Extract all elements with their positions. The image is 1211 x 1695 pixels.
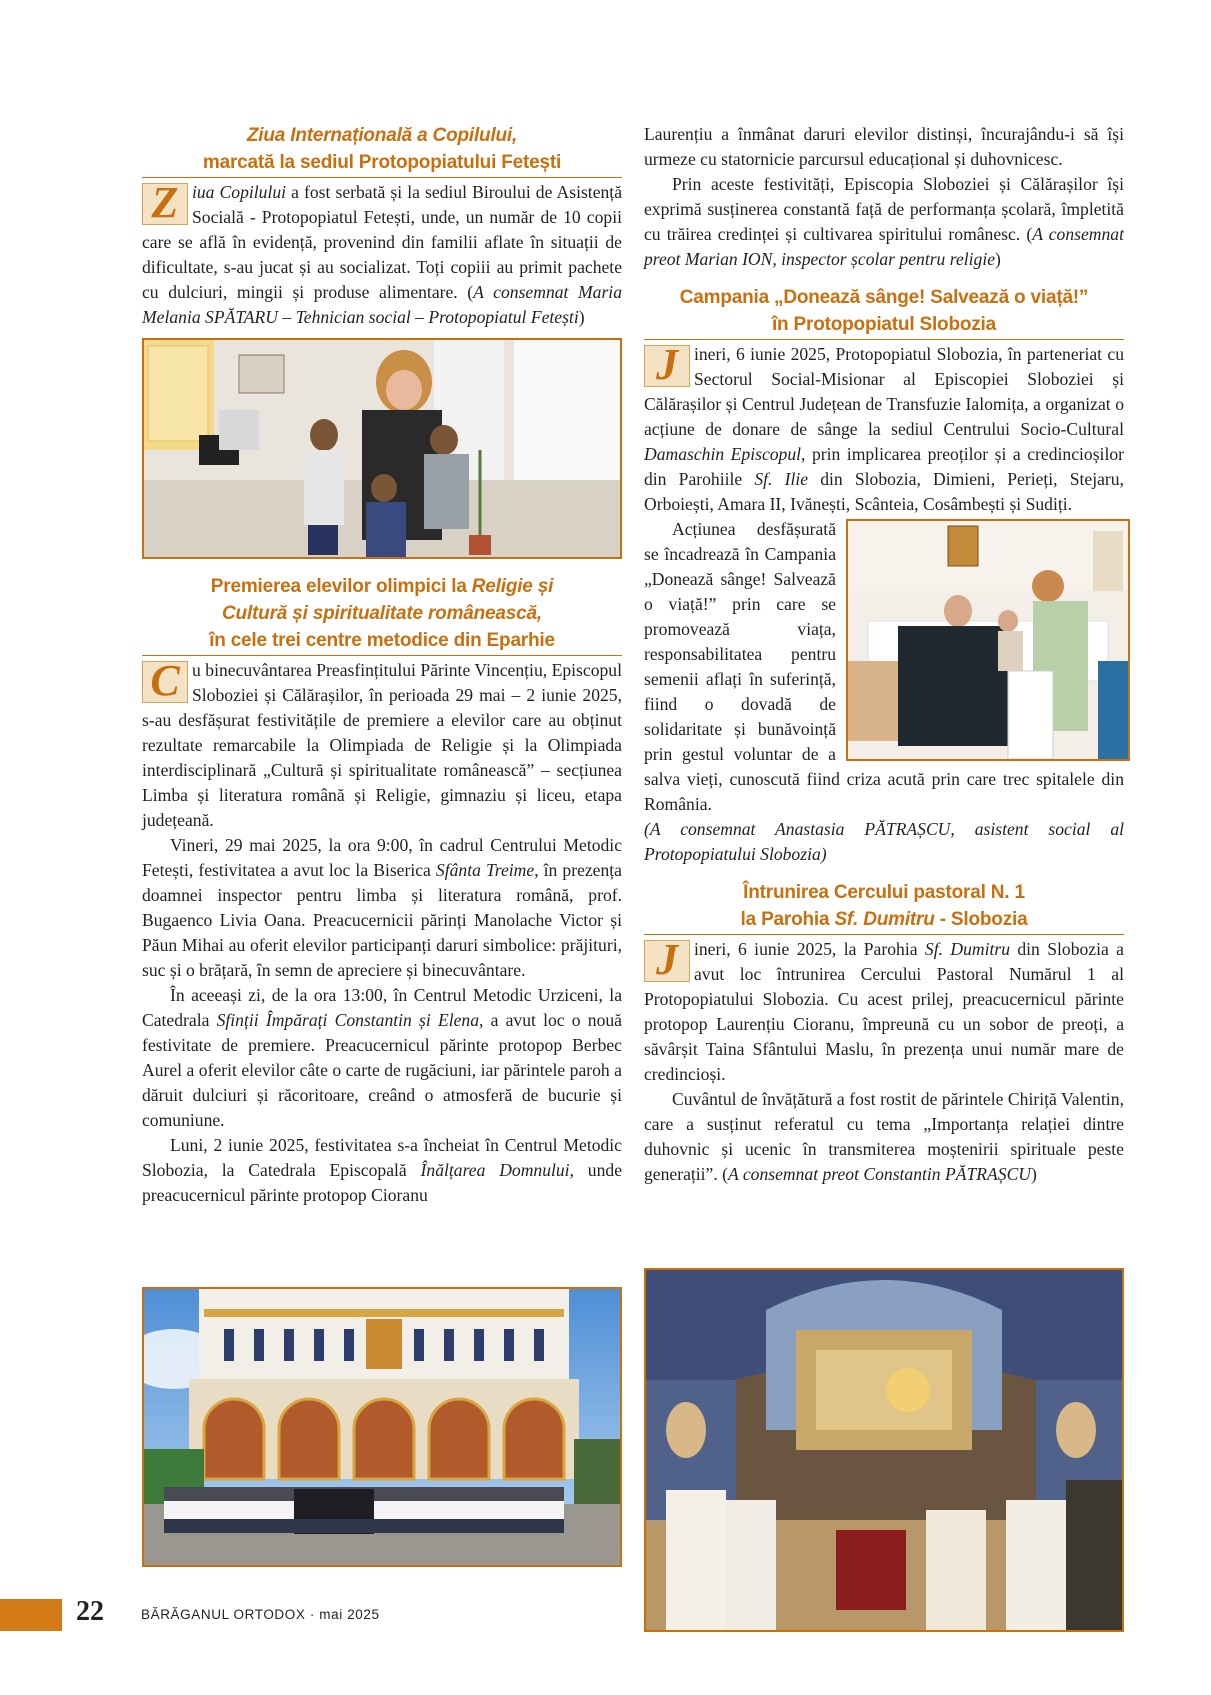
article2-p5-credit: A consemnat preot Marian ION, inspector școlar pentru religie (644, 224, 1124, 269)
article4-p2-a: Cuvântul de învățătură a fost rostit de părintele Chiriță Valentin, care a susținut referatul cu tema „Importanța relației dintre duhovnic și ucenic în transmiterea moștenirii spirituale peste generații”. ( (644, 1089, 1124, 1184)
article4-p2-credit: A consemnat preot Constantin PĂTRAȘCU (728, 1164, 1032, 1184)
article1-title-line1: Ziua Internațională a Copilului, (246, 125, 518, 146)
article4-p2-b: ) (1031, 1164, 1037, 1184)
church-interior-photo (644, 1268, 1124, 1632)
article4-title-line2-italic: Sf. Dumitru (834, 909, 935, 930)
article2-p5 (644, 172, 1124, 272)
right-column (644, 122, 1124, 1187)
cathedral-students-photo (142, 1287, 622, 1567)
article2-dropcap: C (142, 661, 188, 703)
article1-text-end: ) (578, 307, 585, 327)
article4-p1-a: ineri, 6 iunie 2025, la Parohia (694, 939, 925, 959)
article4-p2 (644, 1087, 1124, 1187)
article2-p4 (142, 1133, 622, 1208)
blood-donation-photo (846, 519, 1130, 761)
article1-title (142, 122, 622, 178)
article3-p1-italic2: Sf. Ilie (754, 469, 809, 489)
article4-p1-b: din Slobozia a avut loc întrunirea Cercului Pastoral Numărul 1 al Protopopiatului Slobozia. Cu acest prilej, preacucernicul părinte protopop Laurențiu Cioranu, împreună cu un sobor de preoți, a săvârșit Taina Sfântului Maslu, în prezența unui număr mare de credincioși. (644, 939, 1124, 1084)
page-number: 22 (76, 1596, 104, 1627)
article2-p2-b: , în prezența doamnei inspector pentru limba și literatura română, prof. Bugaenco Livia Oana. Preacucernicii părinți Manolache Victor și Păun Mihai au oferit elevilor participanți daruri simbolice: prăjituri, suc și o brățară, în semn de apreciere și binecuvântare. (142, 860, 622, 980)
article3-title-line2: în Protopopiatul Slobozia (771, 314, 997, 335)
article4-dropcap: J (644, 940, 690, 982)
article1-title-line2: marcată la sediul Protopopiatului Fetești (202, 152, 562, 173)
article2-p2-italic: Sfânta Treime (435, 860, 535, 880)
children-with-social-worker-photo (142, 338, 622, 559)
article2-p3 (142, 983, 622, 1133)
article2-p4-b: , unde preacucernicul părinte protopop Cioranu (142, 1160, 622, 1205)
article3-title (644, 284, 1124, 340)
article3-p1 (644, 342, 1124, 517)
article4-title (644, 879, 1124, 935)
article3-credit: (A consemnat Anastasia PĂTRAȘCU, asistent social al Protopopiatului Slobozia) (644, 819, 1124, 864)
article2-p3-b: , a avut loc o nouă festivitate de premiere. Preacucernicul părinte protopop Berbec Aurel a oferit elevilor câte o carte de rugăciuni, iar părintele paroh a dăruit dulciuri și răcoritoare, creând o atmosferă de bucurie și comuniune. (142, 1010, 622, 1130)
article2-p4-italic: Înălțarea Domnului (420, 1160, 570, 1180)
article1-body (142, 180, 622, 330)
article2-p3-a: În aceeași zi, de la ora 13:00, în Centrul Metodic Urziceni, la Catedrala (142, 985, 622, 1030)
article3-p2: Acțiunea desfășurată se încadrează în Campania „Donează sânge! Salvează o viață!” prin care se promovează viața, responsabilitatea pentru semenii aflați în suferință, fiind o dovadă de solidaritate și bunăvoință prin gestul voluntar de a salva vieți, cunoscută fiind criza acută prin care trec spitalele din România. (644, 519, 1124, 814)
article1-text: a fost serbată și la sediul Biroului de Asistență Socială - Protopopiatul Fetești, unde, un număr de 10 copii care se află în evidență, provenind din familii aflate în situații de dificultate, s-au jucat și au socializat. Toți copiii au primit pachete cu dulciuri, mingii și produse alimentare. ( (142, 182, 623, 302)
article2-title-line3: în cele trei centre metodice din Eparhie (209, 630, 555, 651)
article3-p1-a: ineri, 6 iunie 2025, Protopopiatul Slobozia, în parteneriat cu Sectorul Social-Misionar al Episcopiei Sloboziei și Călărașilor și Centrul Județean de Transfuzie Ialomița, a organizat o acțiune de donare de sânge la sediul Centrului Socio-Cultural (644, 344, 1124, 439)
article3-p1-italic: Damaschin Episcopul (644, 444, 802, 464)
article2-p5-b: ) (995, 249, 1001, 269)
article2-title-line1-italic: Religie și (471, 576, 554, 597)
article2-title (142, 573, 622, 656)
article2-title-line2: Cultură și spiritualitate românească, (222, 603, 542, 624)
article2-p1 (142, 658, 622, 833)
article2-p4-a: Luni, 2 iunie 2025, festivitatea s-a încheiat în Centrul Metodic Slobozia, la Catedrala Episcopală (142, 1135, 622, 1180)
article2-p3-italic: Sfinții Împărați Constantin și Elena (216, 1010, 480, 1030)
article2-p2-a: Vineri, 29 mai 2025, la ora 9:00, în cadrul Centrului Metodic Fetești, festivitatea a avut loc la Biserica (142, 835, 622, 880)
article3-p1-c: din Slobozia, Dimieni, Perieți, Stejaru, Orboiești, Amara II, Ivănești, Scânteia, Cosâmbești și Sudiți. (644, 469, 1124, 514)
article3-title-line1: Campania „Donează sânge! Salvează o viață!” (679, 287, 1089, 308)
article2-title-line1: Premierea elevilor olimpici la (210, 576, 472, 597)
article4-p1 (644, 937, 1124, 1087)
article1-italic-start: iua Copilului (192, 182, 287, 202)
article1-dropcap: Z (142, 183, 188, 225)
left-column (142, 122, 622, 1208)
article4-title-line2a: la Parohia (740, 909, 835, 930)
article4-title-line2b: - Slobozia (934, 909, 1028, 930)
magazine-name: BĂRĂGANUL ORTODOX · mai 2025 (141, 1607, 380, 1622)
article4-p1-italic: Sf. Dumitru (924, 939, 1010, 959)
article2-p4-continued: Laurențiu a înmânat daruri elevilor distinși, încurajându-i să își urmeze cu statornicie parcursul educațional și duhovnicesc. (644, 124, 1124, 169)
footer-accent-bar (0, 1599, 62, 1631)
article1-credit: A consemnat Maria Melania SPĂTARU – Tehnician social – Protopopiatul Fetești (142, 282, 622, 327)
article2-p5-a: Prin aceste festivități, Episcopia Sloboziei și Călărașilor își exprimă susținerea constantă față de performanța școlară, împletită cu trăirea credinței și cultivarea spiritului românesc. ( (644, 174, 1124, 244)
article3-dropcap: J (644, 345, 690, 387)
article4-title-line1: Întrunirea Cercului pastoral N. 1 (743, 882, 1025, 903)
article2-p2 (142, 833, 622, 983)
article3-p1-b: , prin implicarea preoților și a credincioșilor din Parohiile (644, 444, 1124, 489)
article2-p1-text: u binecuvântarea Preasfințitului Părinte Vincențiu, Episcopul Sloboziei și Călărașilor, în perioada 29 mai – 2 iunie 2025, s-au desfășurat festivitățile de premiere a elevilor care au obținut rezultate remarcabile la Olimpiada de Religie și la Olimpiada interdisciplinară „Cultură și spiritualitate românească” – secțiunea Limba și literatura română și Religie, gimnaziu și liceu, etapa județeană. (142, 660, 622, 830)
